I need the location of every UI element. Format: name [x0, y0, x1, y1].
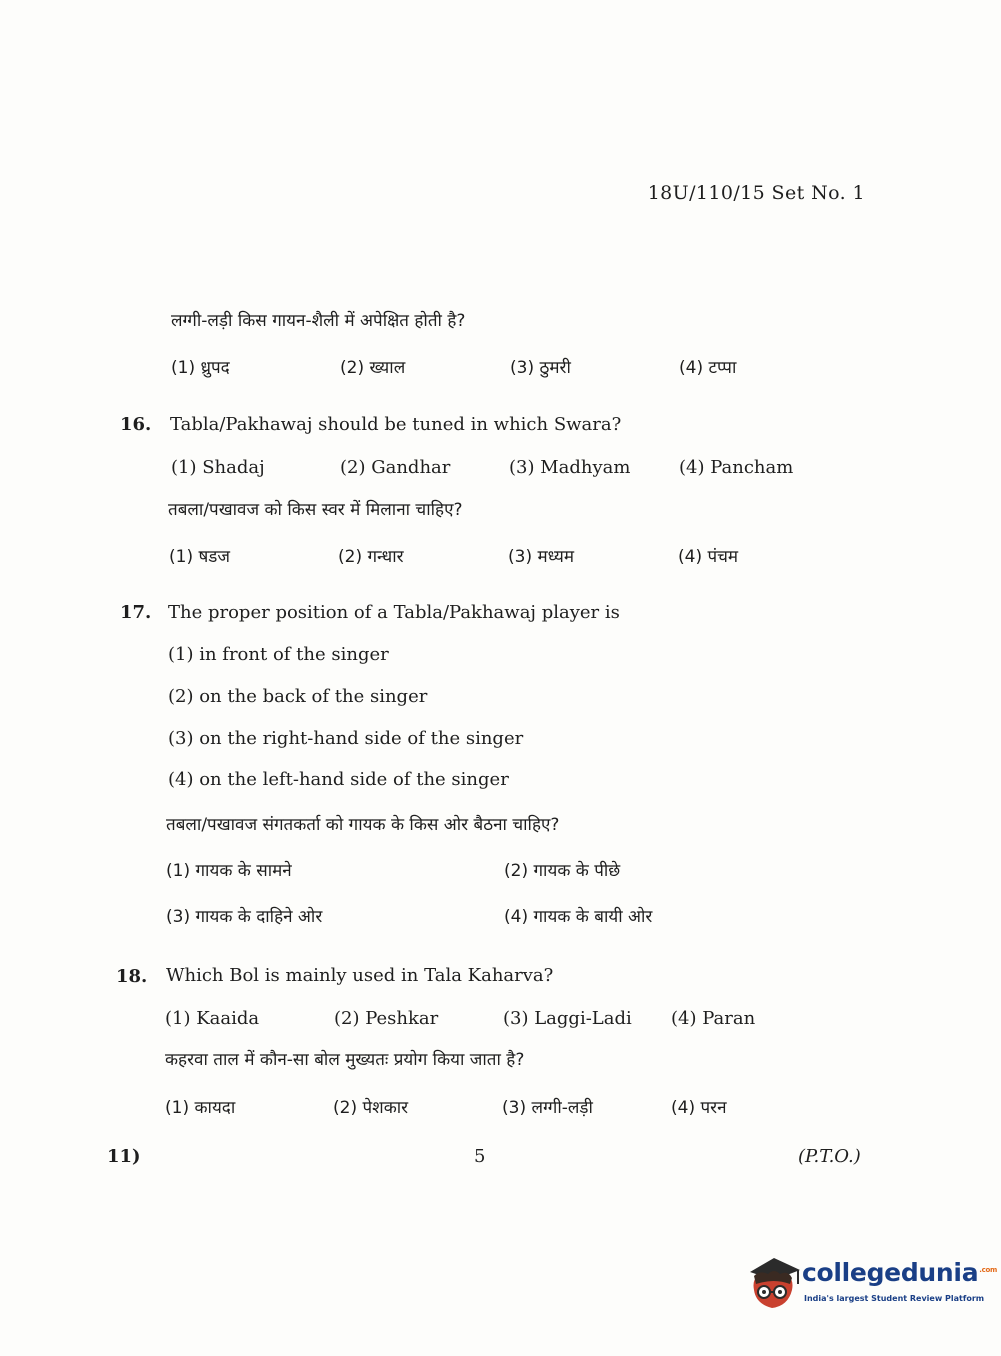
- q17-option-2: (2) on the back of the singer: [168, 686, 428, 707]
- mascot-icon: [744, 1250, 804, 1314]
- q16-option-4-hindi: (4) पंचम: [678, 547, 739, 567]
- q18-option-2: (2) Peshkar: [334, 1008, 439, 1029]
- footer-code: 11): [107, 1146, 141, 1167]
- intro-option-4: (4) टप्पा: [679, 358, 737, 378]
- q18-option-4-hindi: (4) परन: [671, 1098, 727, 1118]
- q17-option-3: (3) on the right-hand side of the singer: [168, 728, 524, 749]
- q16-option-1: (1) Shadaj: [171, 457, 265, 478]
- logo-tagline: India's largest Student Review Platform: [804, 1294, 985, 1303]
- question-18-text: Which Bol is mainly used in Tala Kaharva?: [166, 965, 554, 986]
- intro-option-3: (3) ठुमरी: [510, 358, 571, 378]
- question-17-text: The proper position of a Tabla/Pakhawaj player is: [168, 602, 620, 623]
- q18-option-3-hindi: (3) लग्गी-लड़ी: [502, 1098, 593, 1118]
- q17-option-1: (1) in front of the singer: [168, 644, 389, 665]
- q18-option-1: (1) Kaaida: [165, 1008, 260, 1029]
- q16-option-4: (4) Pancham: [679, 457, 794, 478]
- intro-question-hindi: लग्गी-लड़ी किस गायन-शैली में अपेक्षित होती है?: [171, 311, 466, 331]
- question-16-text: Tabla/Pakhawaj should be tuned in which Swara?: [170, 414, 622, 435]
- q18-option-2-hindi: (2) पेशकार: [333, 1098, 409, 1118]
- question-17-hindi: तबला/पखावज संगतकर्ता को गायक के किस ओर बैठना चाहिए?: [166, 815, 560, 835]
- q18-option-3: (3) Laggi-Ladi: [503, 1008, 632, 1029]
- paper-code: 18U/110/15 Set No. 1: [647, 182, 865, 204]
- logo-name: collegedunia: [802, 1258, 979, 1287]
- q16-option-1-hindi: (1) षडज: [169, 547, 231, 567]
- question-18-number: 18.: [116, 966, 148, 987]
- intro-option-2: (2) ख्याल: [340, 358, 406, 378]
- question-16-hindi: तबला/पखावज को किस स्वर में मिलाना चाहिए?: [168, 500, 463, 520]
- q17-option-4: (4) on the left-hand side of the singer: [168, 769, 509, 790]
- page-number: 5: [474, 1146, 486, 1167]
- question-16-number: 16.: [120, 414, 152, 435]
- pto-note: (P.T.O.): [798, 1146, 861, 1167]
- intro-option-1: (1) ध्रुपद: [171, 358, 230, 378]
- question-18-hindi: कहरवा ताल में कौन-सा बोल मुख्यतः प्रयोग किया जाता है?: [165, 1050, 525, 1070]
- q17-option-3-hindi: (3) गायक के दाहिने ओर: [166, 907, 323, 927]
- logo-suffix: .com: [979, 1265, 997, 1274]
- q16-option-3: (3) Madhyam: [509, 457, 631, 478]
- q17-option-1-hindi: (1) गायक के सामने: [166, 861, 292, 881]
- q16-option-2-hindi: (2) गन्धार: [338, 547, 404, 567]
- q18-option-4: (4) Paran: [671, 1008, 756, 1029]
- q16-option-3-hindi: (3) मध्यम: [508, 547, 575, 567]
- logo-wordmark: [802, 1258, 997, 1287]
- q16-option-2: (2) Gandhar: [340, 457, 451, 478]
- question-17-number: 17.: [120, 602, 152, 623]
- collegedunia-logo: [744, 1250, 997, 1314]
- q17-option-4-hindi: (4) गायक के बायी ओर: [504, 907, 653, 927]
- q18-option-1-hindi: (1) कायदा: [165, 1098, 236, 1118]
- q17-option-2-hindi: (2) गायक के पीछे: [504, 861, 621, 881]
